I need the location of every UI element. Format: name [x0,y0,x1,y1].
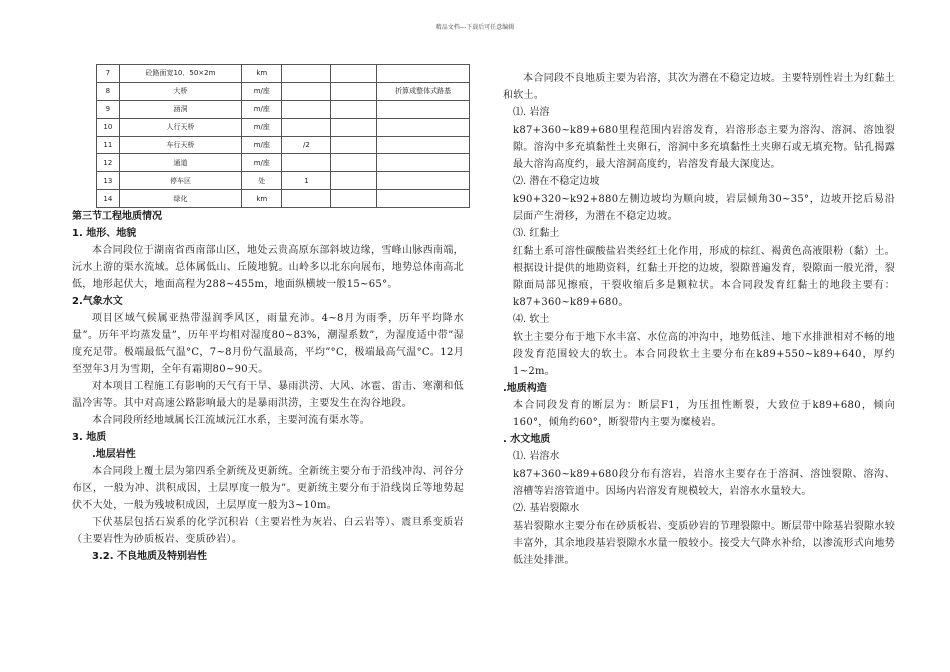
heading-stratum: .地层岩性 [92,449,136,461]
left-column [72,64,464,565]
heading-climate: 2.气象水文 [72,296,123,308]
section-title: 第三节工程地质情况 [72,211,162,223]
table-cell-c4: 1 [282,172,331,190]
table-cell-c5 [331,65,377,83]
table-cell-c4 [282,100,331,118]
right-column [503,70,895,569]
table-cell-no: 9 [97,100,120,118]
table-cell-note [377,118,470,136]
heading-hydrogeology: . 水文地质 [503,434,551,445]
subheading-red-clay: ⑶. 红黏土 [513,228,560,239]
paragraph-stratum-top: 本合同段上覆土层为第四系全新统及更新统。全新统主要分布于沿线冲沟、河谷分布区，一般为冲、洪积成因，土层厚度一般为”。更新统主要分布于沿线岗丘等地势起伏不大处，一般为残坡积成因，土层厚度一般为3~10m。 [72,466,464,512]
heading-adverse-geology: 3.2. 不良地质及特别岩性 [92,551,207,563]
table-cell-c5 [331,100,377,118]
table-cell-c5 [331,190,377,208]
heading-geology: 3. 地质 [72,432,107,444]
table-cell-unit: m/座 [242,100,282,118]
table-cell-unit: m/座 [242,82,282,100]
table-cell-no: 10 [97,118,120,136]
table-row [97,100,470,118]
paragraph-fissure-water: 基岩裂隙水主要分布在砂质板岩、变质砂岩的节理裂隙中。断层带中除基岩裂隙水较丰富外，其余地段基岩裂隙水水量一般较小。接受大气降水补给，以渗流形式向地势低洼处排泄。 [513,521,895,566]
paragraph-structure: 本合同段发育的断层为：断层F1，为压扭性断裂，大致位于k89+680，倾向160°，倾角约60°，断裂带内主要为糜棱岩。 [513,400,895,428]
table-row [97,154,470,172]
table-row [97,82,470,100]
table-cell-item: 砼路面宽10．50×2m [119,65,241,83]
table-row [97,136,470,154]
table-cell-c5 [331,136,377,154]
heading-terrain: 1. 地形、地貌 [72,228,137,240]
project-quantity-table [96,64,470,208]
paragraph-stratum-bottom: 下伏基层包括石炭系的化学沉积岩（主要岩性为灰岩、白云岩等）、震旦系变质岩（主要岩性为砂质板岩、变质砂岩）。 [72,517,464,546]
table-cell-item: 车行天桥 [119,136,241,154]
table-cell-note [377,136,470,154]
table-cell-no: 12 [97,154,120,172]
paragraph-terrain: 本合同段位于湖南省西南部山区，地处云贵高原东部斜坡边缘，雪峰山脉西南端，沅水上游的渠水流域。总体属低山、丘陵地貌。山岭多以北东向展布，地势总体南高北低，地形起伏大，地面高程为288~455m，地面纵横坡一般15~65°。 [72,245,464,291]
table-cell-note [377,190,470,208]
table-cell-note [377,100,470,118]
subheading-soft-soil: ⑷. 软土 [513,314,550,325]
table-cell-note [377,65,470,83]
table-cell-item: 停车区 [119,172,241,190]
table-cell-no: 8 [97,82,120,100]
table-cell-c4: /2 [282,136,331,154]
paragraph-river-system: 本合同段所经地域属长江流域沅江水系，主要河流有渠水等。 [92,415,371,427]
paragraph-red-clay: 红黏土系可溶性碳酸盐岩类经红土化作用，形成的棕红、褐黄色高液限粉（黏）土。根据设计提供的地勘资料，红黏土开挖的边坡，裂隙普遍发育，裂隙面一般光滑，裂隙面局部见擦痕，干裂收缩后多是颗粒状。本合同段发育红黏土的地段主要有：k87+360~k89+680。 [513,246,895,308]
table-cell-note [377,172,470,190]
subheading-unstable-slope: ⑵. 潜在不稳定边坡 [513,176,600,187]
table-cell-c5 [331,118,377,136]
table-cell-unit: 处 [242,172,282,190]
table-cell-no: 11 [97,136,120,154]
table-cell-no: 14 [97,190,120,208]
table-cell-item: 人行天桥 [119,118,241,136]
table-cell-no: 7 [97,65,120,83]
subheading-karst-water: ⑴. 岩溶水 [513,451,560,462]
table-cell-unit: m/座 [242,118,282,136]
table-cell-c4 [282,118,331,136]
table-cell-item: 绿化 [119,190,241,208]
table-cell-note: 折算成整体式路基 [377,82,470,100]
table-cell-c5 [331,154,377,172]
table-row [97,190,470,208]
table-cell-unit: km [242,65,282,83]
paragraph-climate: 项目区域气候属亚热带湿润季风区，雨量充沛。4~8月为雨季，历年平均降水量”。历年平均蒸发量”，历年平均相对湿度80~83%，潮湿系数”，为湿度适中带”湿度充足带。极端最低气温°C，7~8月份气温最高，平均”°C，极端最高气温°C。12月至翌年3月为雪期，全年有霜期80~90天。 [72,313,464,376]
table-cell-item: 涵洞 [119,100,241,118]
table-cell-item: 通道 [119,154,241,172]
table-row [97,118,470,136]
table-cell-c4 [282,190,331,208]
table-row [97,65,470,83]
paragraph-adverse-summary: 本合同段不良地质主要为岩溶，其次为潜在不稳定边坡。主要特别性岩土为红黏土和软土。 [503,73,895,101]
paragraph-unstable-slope: k90+320~k92+880左侧边坡均为顺向坡，岩层倾角30~35°，边坡开挖后易沿层面产生滑移，为潜在不稳定边坡。 [513,194,895,222]
table-cell-c5 [331,172,377,190]
table-cell-c4 [282,154,331,172]
table-cell-c5 [331,82,377,100]
heading-structure: .地质构造 [503,383,547,394]
table-cell-c4 [282,65,331,83]
table-cell-note [377,154,470,172]
page-header: 精品文档---下载后可任意编辑 [435,24,515,31]
table-cell-unit: m/座 [242,136,282,154]
paragraph-soft-soil: 软土主要分布于地下水丰富、水位高的冲沟中，地势低洼、地下水排泄相对不畅的地段发育范围较大的软土。本合同段软土主要分布在k89+550~k89+640，厚约1~2m。 [513,332,895,377]
subheading-karst: ⑴. 岩溶 [513,107,550,118]
paragraph-weather-impact: 对本项目工程施工有影响的天气有干旱、暴雨洪涝、大风、冰雹、雷击、寒潮和低温冷害等。其中对高速公路影响最大的是暴雨洪涝，主要发生在沟谷地段。 [72,381,464,410]
table-cell-c4 [282,82,331,100]
subheading-fissure-water: ⑵. 基岩裂隙水 [513,503,580,514]
table-cell-unit: m/座 [242,154,282,172]
paragraph-karst: k87+360~k89+680里程范围内岩溶发育，岩溶形态主要为溶沟、溶洞、溶蚀裂隙。溶沟中多充填黏性土夹卵石，溶洞中多充填黏性土夹卵石或无填充物。钻孔揭露最大溶沟高度约，最大溶洞高度约，岩溶发育最大深度达。 [513,125,895,170]
table-cell-no: 13 [97,172,120,190]
table-cell-unit: km [242,190,282,208]
table-row [97,172,470,190]
table-cell-item: 大桥 [119,82,241,100]
paragraph-karst-water: k87+360~k89+680段分布有溶岩，岩溶水主要存在于溶洞、溶蚀裂隙、溶沟、溶槽等岩溶管道中。因场内岩溶发育规模较大，岩溶水水量较大。 [513,469,895,497]
